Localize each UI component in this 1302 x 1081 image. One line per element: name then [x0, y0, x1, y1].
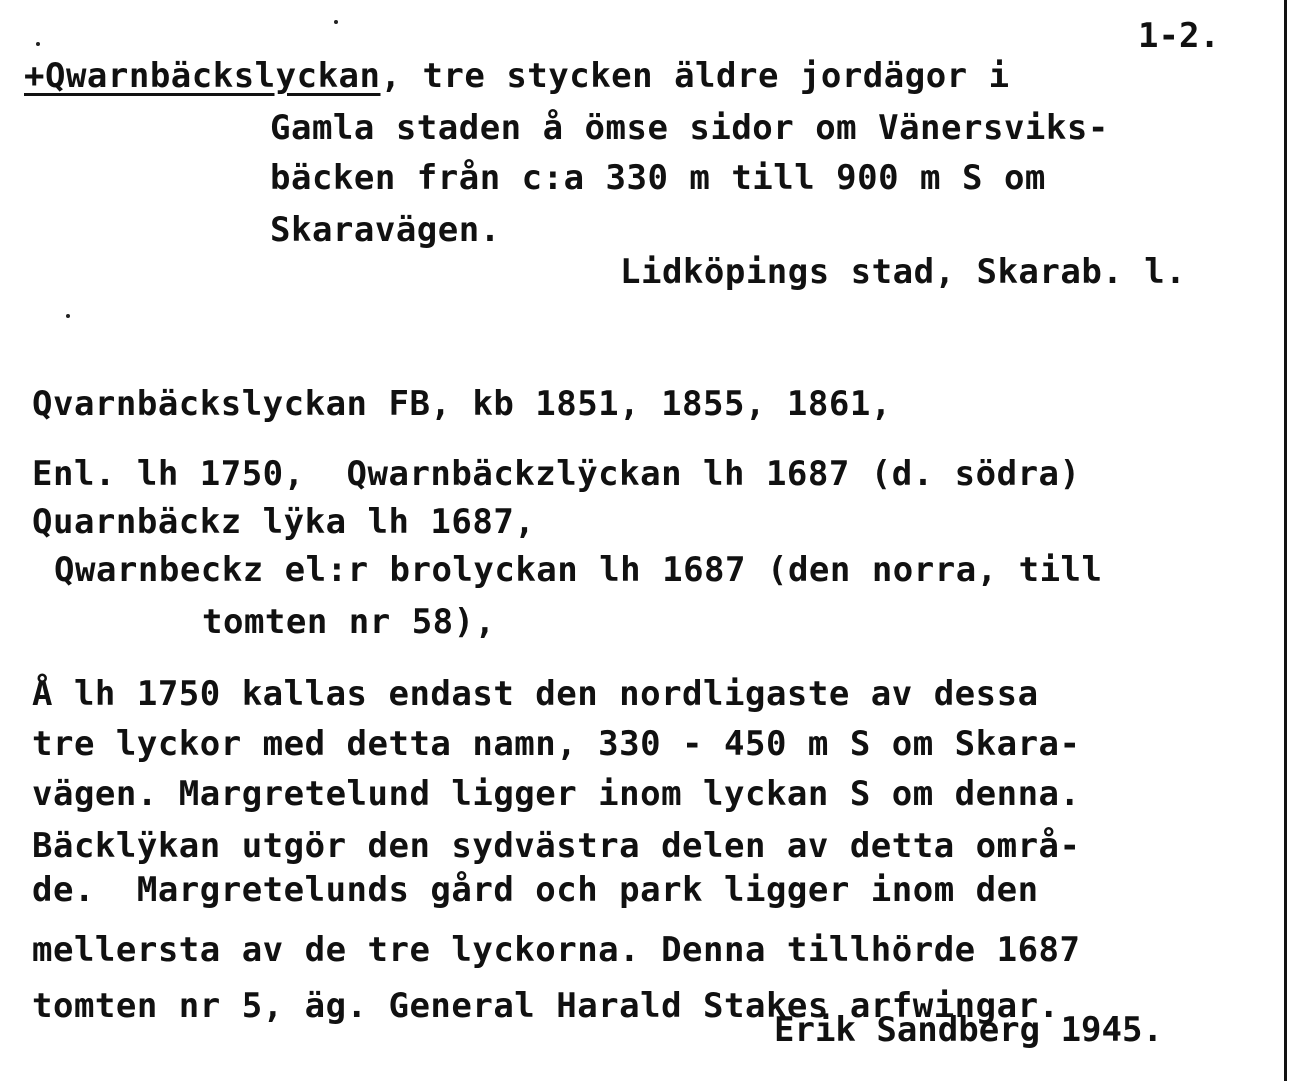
header-line-2: Gamla staden å ömse sidor om Vänersviks-: [270, 108, 1109, 148]
paper-speck: [334, 20, 338, 24]
body-line-9: Bäcklÿkan utgör den sydvästra delen av detta områ-: [32, 826, 1081, 866]
card-number: 1-2.: [1138, 16, 1220, 56]
paper-speck: [66, 314, 70, 318]
body-line-2: Enl. lh 1750, Qwarnbäckzlÿckan lh 1687 (d. södra): [32, 454, 1081, 494]
header-line-3: bäcken från c:a 330 m till 900 m S om: [270, 158, 1046, 198]
body-line-1: Qvarnbäckslyckan FB, kb 1851, 1855, 1861,: [32, 384, 892, 424]
body-line-4: Qwarnbeckz el:r brolyckan lh 1687 (den norra, till: [54, 550, 1103, 590]
body-line-8: vägen. Margretelund ligger inom lyckan S om denna.: [32, 774, 1081, 814]
headword: +Qwarnbäckslyckan: [24, 56, 381, 96]
header-line-1: [24, 56, 1010, 96]
body-line-6: Å lh 1750 kallas endast den nordligaste av dessa: [32, 674, 1039, 714]
paper-speck: [36, 42, 40, 46]
body-line-10: de. Margretelunds gård och park ligger inom den: [32, 870, 1039, 910]
header-line-1-rest: , tre stycken äldre jordägor i: [380, 56, 1010, 96]
body-line-12: tomten nr 5, äg. General Harald Stakes arfwingar.: [32, 986, 1060, 1026]
header-line-4: Skaravägen.: [270, 210, 501, 250]
card-edge-line: [1284, 0, 1287, 1081]
signature: Erik Sandberg 1945.: [774, 1010, 1163, 1050]
body-line-3: Quarnbäckz lÿka lh 1687,: [32, 502, 536, 542]
body-line-11: mellersta av de tre lyckorna. Denna tillhörde 1687: [32, 930, 1081, 970]
body-line-7: tre lyckor med detta namn, 330 - 450 m S om Skara-: [32, 724, 1081, 764]
body-line-5: tomten nr 58),: [202, 602, 496, 642]
location-line: Lidköpings stad, Skarab. l.: [620, 252, 1187, 292]
